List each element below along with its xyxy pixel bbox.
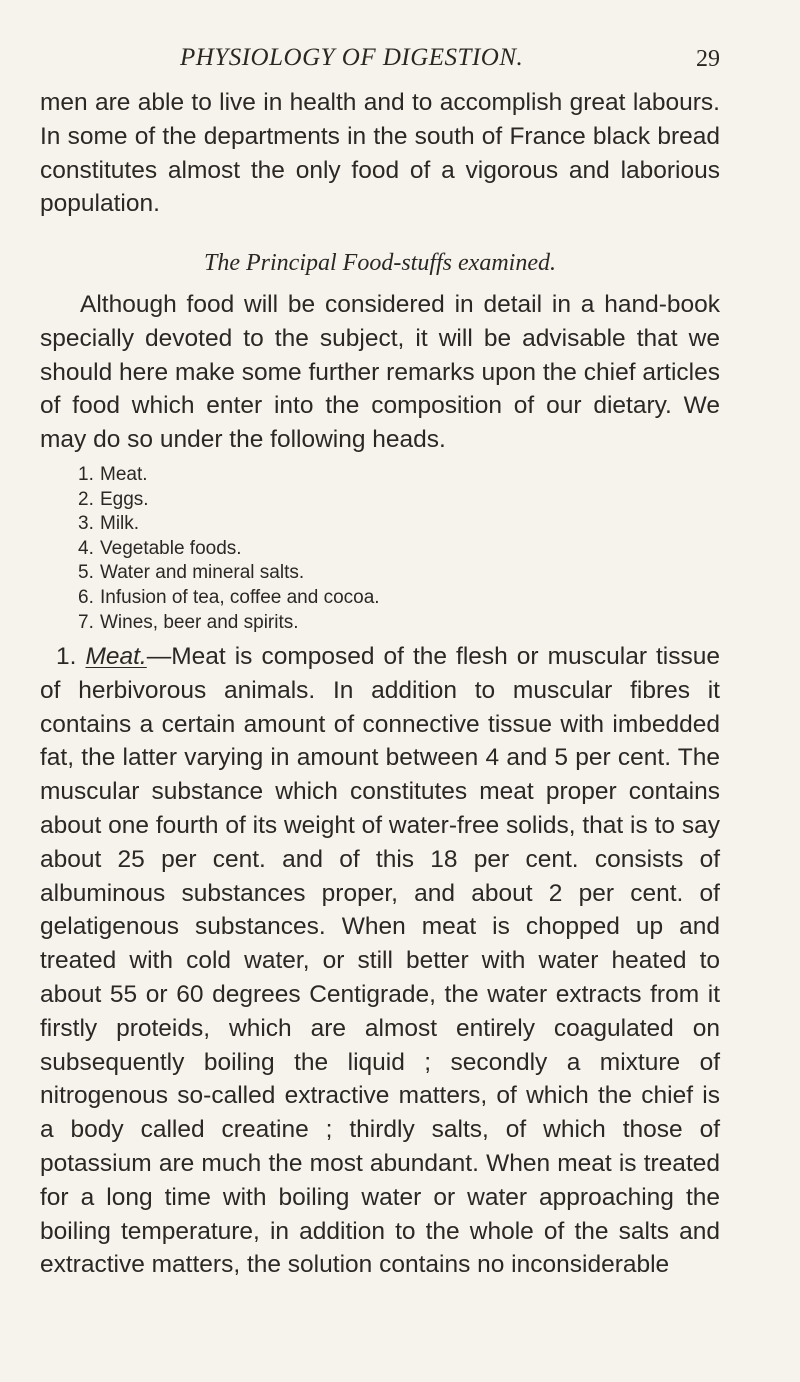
- page-number: 29: [696, 46, 720, 72]
- list-item-label: Meat.: [100, 464, 148, 485]
- list-item-number: 4.: [78, 537, 94, 559]
- list-item-number: 1.: [78, 464, 94, 485]
- list-item-number: 6.: [78, 586, 94, 608]
- list-item: [78, 463, 380, 488]
- intro-paragraph: men are able to live in health and to accomplish great labours. In some of the departments in the south of France black bread constitutes almost the only food of a vigorous and laborious population.: [40, 89, 720, 218]
- meat-number: 1.: [56, 643, 77, 670]
- list-item-label: Infusion of tea, coffee and cocoa.: [100, 586, 380, 608]
- list-item-number: 2.: [78, 488, 94, 510]
- list-item-label: Vegetable foods.: [100, 537, 242, 559]
- list-item-number: 3.: [78, 513, 94, 535]
- meat-paragraph: [40, 640, 720, 1282]
- section-heading: The Principal Food-stuffs examined.: [204, 250, 556, 276]
- list-item: [78, 512, 380, 537]
- page-header: [40, 38, 720, 78]
- overview-paragraph: Although food will be considered in detail in a hand-book specially devoted to the subject, it will be advisable that we should here make some further remarks upon the chief articles of food which enter into the composition of our dietary. We may do so under the following heads.: [40, 291, 720, 454]
- meat-text: —Meat is composed of the flesh or muscular tissue of herbivorous animals. In addition to muscular fibres it contains a certain amount of connective tissue with imbedded fat, the latter varying in amount between 4 and 5 per cent. The muscular substance which constitutes meat proper contains about one fourth of its weight of water-free solids, that is to say about 25 per cent. and of this 18 per cent. consists of albuminous substances proper, and about 2 per cent. of gelatigenous substances. When meat is chopped up and treated with cold water, or still better with water heated to about 55 or 60 degrees Centigrade, the water extracts from it firstly proteids, which are almost entirely coagulated on subsequently boiling the liquid ; secondly a mixture of nitrogenous so-called extractive matters, of which the chief is a body called creatine ; thirdly salts, of which those of potassium are much the most abundant. When meat is treated for a long time with boiling water or water approaching the boiling temperature, in addition to the whole of the salts and extractive matters, the solution contains no inconsiderable: [40, 643, 720, 1279]
- list-item: [78, 611, 380, 636]
- list-item: [78, 488, 380, 513]
- list-item: [78, 586, 380, 611]
- list-item: [78, 537, 380, 562]
- list-item-label: Water and mineral salts.: [100, 562, 305, 584]
- list-item-number: 7.: [78, 611, 94, 633]
- list-item: [78, 561, 380, 586]
- running-title: PHYSIOLOGY OF DIGESTION.: [180, 44, 524, 71]
- list-item-label: Eggs.: [100, 488, 149, 510]
- food-heads-list: [78, 463, 380, 635]
- list-item-label: Wines, beer and spirits.: [100, 611, 299, 633]
- list-item-number: 5.: [78, 562, 94, 584]
- list-item-label: Milk.: [100, 513, 140, 535]
- meat-subheading: Meat.: [85, 643, 147, 670]
